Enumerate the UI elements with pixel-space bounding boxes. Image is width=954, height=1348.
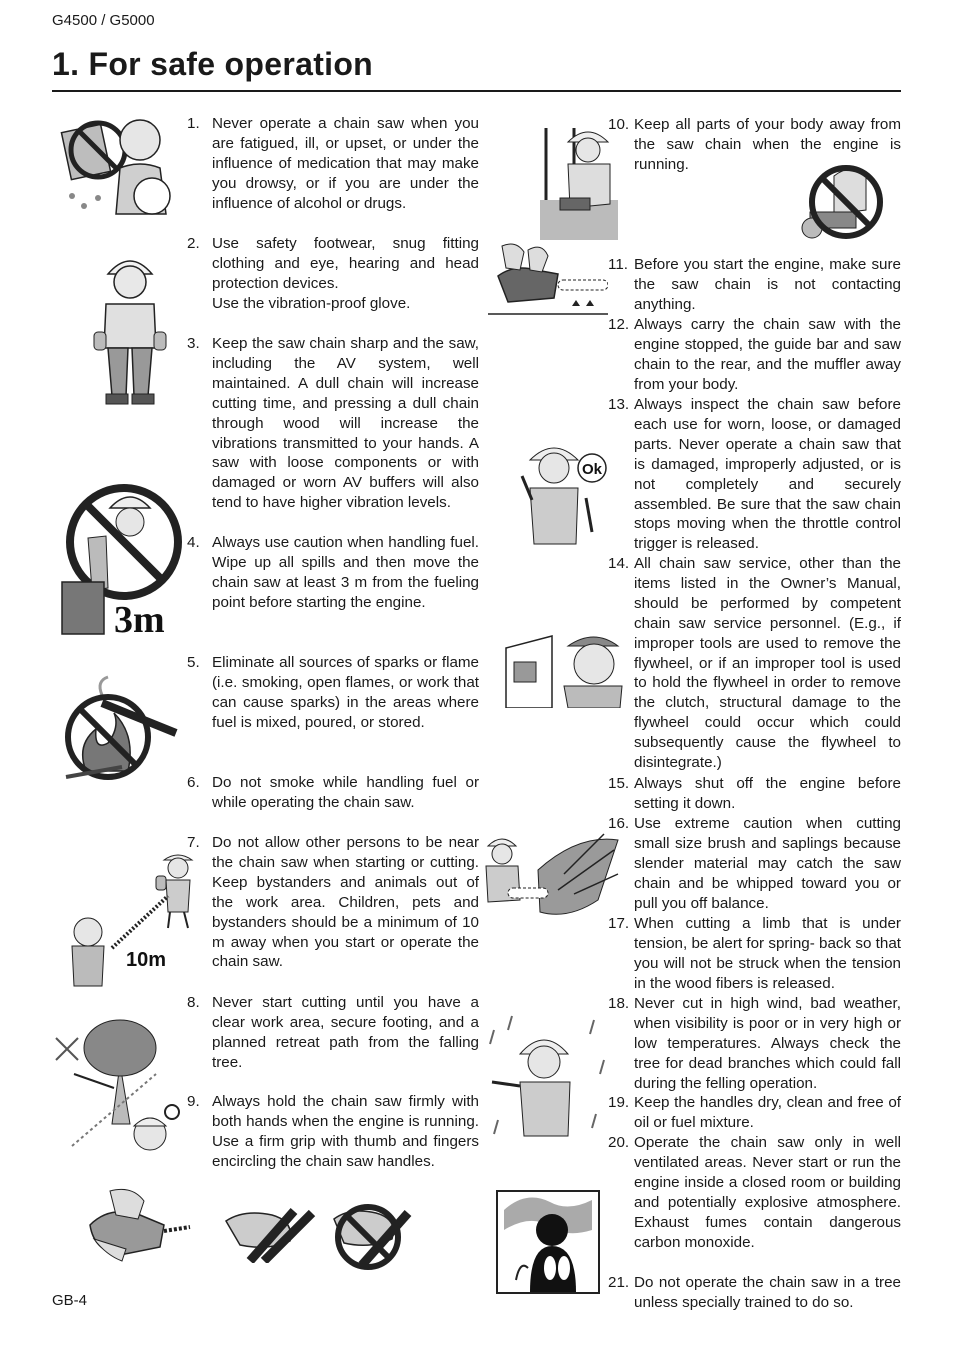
- item-number: 11.: [608, 256, 628, 273]
- item-number: 13.: [608, 396, 630, 413]
- felling-retreat-illustration: [52, 1014, 184, 1154]
- no-body-near-chain-illustration: [790, 160, 886, 242]
- page-title: 1. For safe operation: [52, 46, 374, 82]
- item-number: 20.: [608, 1134, 630, 1151]
- item-text: Use safety footwear, snug fitting clothing and eye, hearing and head protection devices. Use the vibration-proof glove.: [212, 235, 479, 312]
- page-number: GB-4: [52, 1292, 88, 1309]
- fuel-distance-illustration: [58, 478, 184, 638]
- item-number: 2.: [187, 235, 200, 252]
- item-text: Always use caution when handling fuel. Wipe up all spills and then move the chain saw at least 3 m from the fueling point before starting the engine.: [212, 534, 479, 611]
- item-number: 3.: [187, 335, 200, 352]
- incorrect-handle-grip-illustration: [328, 1203, 420, 1273]
- distance-10m-label: 10m: [126, 949, 167, 971]
- service-dealer-illustration: [502, 630, 626, 708]
- ok-mark: Ok: [582, 461, 603, 478]
- item-text: Keep the saw chain sharp and the saw, including the AV system, well maintained. A dull chain will increase cutting time, and pressing a dull chain through wood will increase the vibrations transmitted to your hands. A saw with loose components or with damaged or worn AV buffers will also tend to have higher vibration levels.: [212, 335, 479, 512]
- item-text: Do not allow other persons to be near the chain saw when starting or cutting. Keep bystanders and animals out of the work area. Children, pets and bystanders should be a minimum of 10 m away when you start or operate the chain saw.: [212, 834, 479, 971]
- item-text: Eliminate all sources of sparks or flame (i.e. smoking, open flames, or work that can cause sparks) in the areas where fuel is mixed, poured, or stored.: [212, 654, 479, 731]
- bad-weather-illustration: [486, 1010, 608, 1140]
- correct-handle-grip-illustration: [224, 1207, 316, 1263]
- item-text: Never cut in high wind, bad weather, when visibility is poor or in very high or low temperatures. Always check the tree for dead branches which could fall during the felling operation.: [634, 995, 901, 1092]
- protective-gear-worker-illustration: [90, 248, 170, 406]
- item-number: 6.: [187, 774, 200, 791]
- item-text: Always carry the chain saw with the engine stopped, the guide bar and saw chain to the rear, and the muffler away from your body.: [634, 316, 901, 393]
- item-text: Use extreme caution when cutting small size brush and saplings because slender material may catch the saw chain and be whipped toward you or pull you off balance.: [634, 815, 901, 912]
- firm-grip-illustration: [80, 1185, 192, 1271]
- item-text: All chain saw service, other than the items listed in the Owner’s Manual, should be performed by competent chain saw service personnel. (E.g., if improper tools are used to remove the flywheel, or if an improper tool is used to hold the flywheel in order to remove the clutch, structural damage to the flywheel could occur which could subsequently cause the flywheel to disintegrate.): [634, 555, 901, 772]
- item-number: 19.: [608, 1094, 630, 1111]
- item-number: 15.: [608, 775, 630, 792]
- item-number: 17.: [608, 915, 630, 932]
- item-number: 5.: [187, 654, 200, 671]
- item-number: 8.: [187, 994, 200, 1011]
- item-number: 16.: [608, 815, 630, 832]
- item-number: 9.: [187, 1093, 200, 1110]
- item-text: Operate the chain saw only in well ventilated areas. Never start or run the engine inside a closed room or building and potentially explosive atmosphere. Exhaust fumes contain dangerous carbon monoxide.: [634, 1134, 901, 1251]
- item-number: 4.: [187, 534, 200, 551]
- no-flame-illustration: [62, 675, 184, 783]
- tired-worker-illustration: [58, 110, 186, 218]
- item-text: When cutting a limb that is under tension, be alert for spring- back so that you will not be struck when the tension in the wood fibers is released.: [634, 915, 901, 992]
- keep-clear-of-chain-illustration: [540, 124, 618, 240]
- carbon-monoxide-illustration: [496, 1190, 600, 1294]
- distance-3m-label: 3m: [114, 599, 165, 638]
- item-text: Keep all parts of your body away from the saw chain when the engine is running.: [634, 116, 901, 173]
- item-number: 21.: [608, 1274, 630, 1291]
- item-number: 7.: [187, 834, 200, 851]
- item-number: 14.: [608, 555, 630, 572]
- start-engine-illustration: [488, 240, 608, 316]
- item-number: 12.: [608, 316, 630, 333]
- brush-cutting-illustration: [478, 830, 622, 934]
- item-text: Always hold the chain saw firmly with both hands when the engine is running. Use a firm grip with thumb and fingers encircling the chain saw handles.: [212, 1093, 479, 1170]
- item-number: 1.: [187, 115, 200, 132]
- item-number: 18.: [608, 995, 630, 1012]
- item-text: Before you start the engine, make sure the saw chain is not contacting anything.: [634, 256, 901, 313]
- model-name: G4500 / G5000: [52, 12, 155, 29]
- item-number: 10.: [608, 116, 630, 133]
- item-text: Do not smoke while handling fuel or while operating the chain saw.: [212, 774, 479, 811]
- inspection-ok-illustration: [516, 436, 608, 548]
- item-text: Always shut off the engine before setting it down.: [634, 775, 901, 812]
- item-text: Never operate a chain saw when you are fatigued, ill, or upset, or under the influence of medication that may make you drowsy, or if you are under the influence of alcohol or drugs.: [212, 115, 479, 212]
- item-text: Never start cutting until you have a clear work area, secure footing, and a planned retreat path from the falling tree.: [212, 994, 479, 1071]
- title-rule: [52, 90, 901, 92]
- item-text: Keep the handles dry, clean and free of oil or fuel mixture.: [634, 1094, 901, 1131]
- item-text: Always inspect the chain saw before each use for worn, loose, or damaged parts. Never operate a chain saw that is damaged, improperly adjusted, or is not completely and securely assembled. Be sure that the saw chain stops moving when the throttle control trigger is released.: [634, 396, 901, 553]
- bystander-distance-illustration: [52, 852, 198, 988]
- item-text: Do not operate the chain saw in a tree unless specially trained to do so.: [634, 1274, 901, 1311]
